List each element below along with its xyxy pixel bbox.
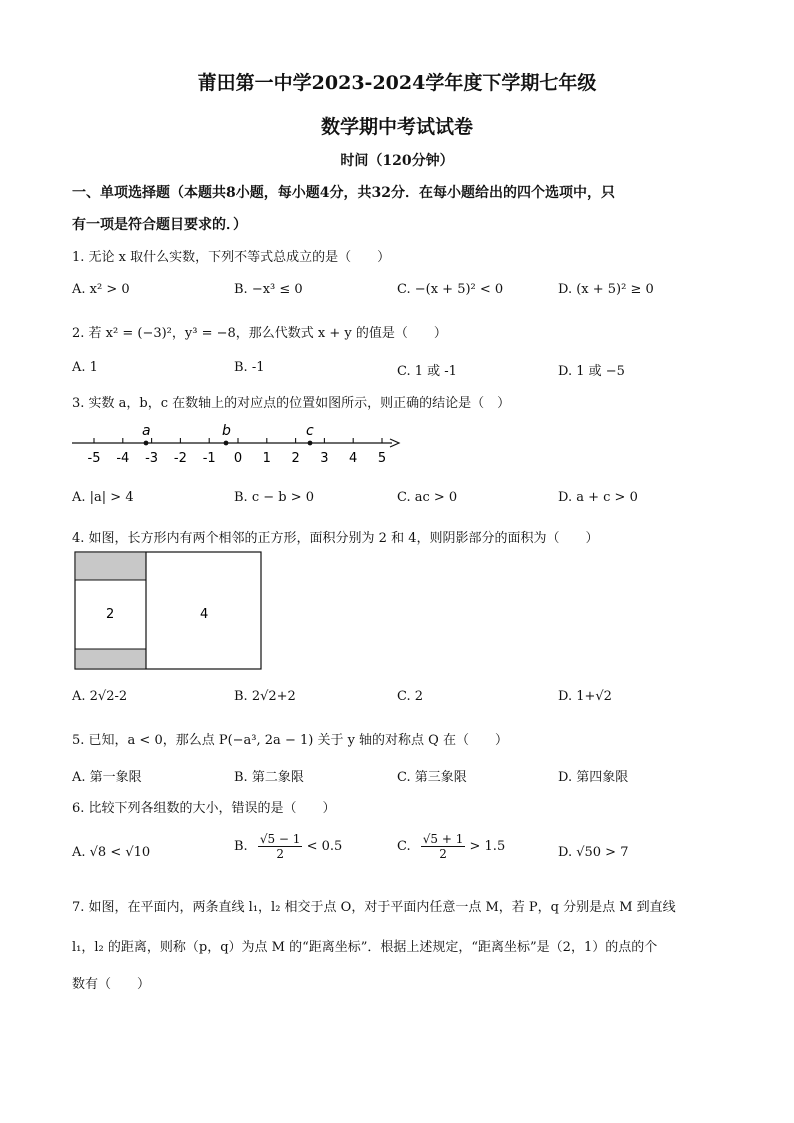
- q1-option-a: A. x² > 0: [72, 282, 130, 297]
- axis-tick-label: -2: [173, 451, 187, 466]
- q2-option-b: B. -1: [234, 360, 265, 375]
- square-small-label: 2: [106, 607, 115, 622]
- q6-option-c: [397, 832, 505, 861]
- axis-tick-label: 5: [377, 451, 387, 466]
- shaded-region-top: [75, 552, 146, 580]
- axis-tick-label: 1: [262, 451, 271, 466]
- q2-option-c: C. 1 或 -1: [397, 364, 457, 379]
- q6-option-d: D. √50 > 7: [558, 845, 629, 860]
- square-large-label: 4: [200, 607, 209, 622]
- q6-option-c-numerator: √5 + 1: [422, 832, 464, 846]
- q6-option-c-fraction: [421, 832, 466, 861]
- q2-option-a: A. 1: [72, 360, 98, 375]
- q2-stem: 2. 若 x² = (−3)²，y³ = −8，那么代数式 x + y 的值是（ ）: [72, 326, 447, 341]
- point-c-label: c: [306, 423, 314, 439]
- axis-tick-label: 2: [291, 451, 300, 466]
- title-line1: 莆田第一中学2023-2024学年度下学期七年级: [197, 72, 597, 94]
- q3-option-a: A. |a| > 4: [72, 490, 134, 505]
- axis-tick-label: 4: [349, 451, 358, 466]
- exam-time: 时间（120分钟）: [340, 153, 454, 169]
- q7-line2: l₁，l₂ 的距离，则称（p，q）为点 M 的“距离坐标”．根据上述规定，“距离坐标”是（2，1）的点的个: [72, 940, 658, 955]
- q7-line1: 7. 如图，在平面内，两条直线 l₁，l₂ 相交于点 O，对于平面内任意一点 M，若 P，q 分别是点 M 到直线: [72, 900, 676, 915]
- q6-option-c-denominator: 2: [439, 847, 447, 861]
- q1-option-b: B. −x³ ≤ 0: [234, 282, 303, 297]
- axis-tick-label: 0: [233, 451, 243, 466]
- number-line: [68, 418, 408, 468]
- axis-tick-label: 3: [320, 451, 329, 466]
- q6-option-b-label: B.: [234, 839, 248, 854]
- q5-stem: 5. 已知，a < 0，那么点 P(−a³, 2a − 1) 关于 y 轴的对称点 Q 在（ ）: [72, 733, 508, 748]
- q4-option-d: D. 1+√2: [558, 689, 612, 704]
- q3-option-c: C. ac > 0: [397, 490, 458, 505]
- point-c-dot: [308, 441, 313, 446]
- q6-option-c-label: C.: [397, 839, 411, 854]
- section1-line2: 有一项是符合题目要求的．）: [72, 217, 247, 233]
- q5-option-a: A. 第一象限: [72, 770, 142, 785]
- q6-option-b-numerator: √5 − 1: [259, 832, 301, 846]
- q3-stem: 3. 实数 a，b，c 在数轴上的对应点的位置如图所示，则正确的结论是（ ）: [72, 396, 511, 411]
- axis-tick-label: -3: [145, 451, 159, 466]
- q2-option-d: D. 1 或 −5: [558, 364, 625, 379]
- q6-option-b-fraction: [258, 832, 303, 861]
- title-line2: 数学期中考试试卷: [320, 116, 473, 138]
- q6-option-b: [234, 832, 342, 861]
- point-b-dot: [224, 441, 229, 446]
- point-a-dot: [144, 441, 149, 446]
- q6-stem: 6. 比较下列各组数的大小，错误的是（ ）: [72, 801, 336, 816]
- q1-stem: 1. 无论 x 取什么实数，下列不等式总成立的是（ ）: [72, 250, 391, 265]
- axis-tick-label: -5: [87, 451, 101, 466]
- rectangle-figure: [74, 551, 264, 671]
- q1-option-d: D. (x + 5)² ≥ 0: [558, 282, 654, 297]
- q5-option-b: B. 第二象限: [234, 770, 304, 785]
- q7-line3: 数有（ ）: [72, 977, 151, 992]
- q4-stem: 4. 如图，长方形内有两个相邻的正方形，面积分别为 2 和 4，则阴影部分的面积为（ ）: [72, 531, 599, 546]
- q6-option-a: A. √8 < √10: [72, 845, 151, 860]
- axis-tick-label: -4: [116, 451, 130, 466]
- q5-option-c: C. 第三象限: [397, 770, 467, 785]
- section1-line1: 一、单项选择题（本题共8小题，每小题4分，共32分．在每小题给出的四个选项中，只: [72, 185, 615, 201]
- shaded-region-bottom: [75, 649, 146, 669]
- q3-option-b: B. c − b > 0: [234, 490, 315, 505]
- q4-option-b: B. 2√2+2: [234, 689, 296, 704]
- q6-option-b-denominator: 2: [276, 847, 284, 861]
- q3-option-d: D. a + c > 0: [558, 490, 638, 505]
- q6-option-c-relation: > 1.5: [469, 839, 506, 854]
- q4-option-c: C. 2: [397, 689, 424, 704]
- point-b-label: b: [222, 423, 231, 439]
- axis-tick-label: -1: [202, 451, 216, 466]
- q6-option-b-relation: < 0.5: [306, 839, 343, 854]
- q1-option-c: C. −(x + 5)² < 0: [397, 282, 504, 297]
- point-a-label: a: [142, 423, 151, 439]
- q5-option-d: D. 第四象限: [558, 770, 629, 785]
- q4-option-a: A. 2√2-2: [72, 689, 128, 704]
